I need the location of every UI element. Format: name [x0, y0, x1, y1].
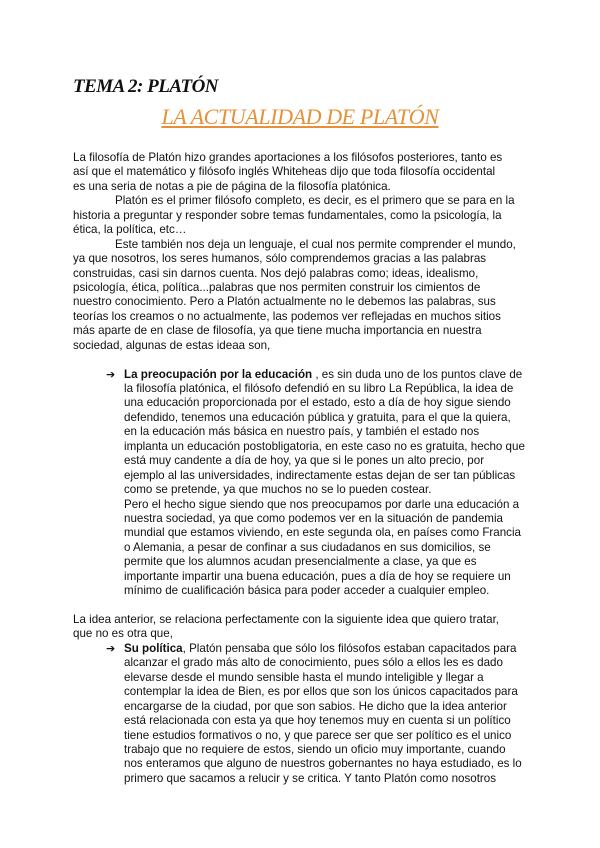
bullet-line: alcanzar el grado más alto de conocimiento, pues sólo a ellos les es dado: [124, 656, 503, 670]
bullet-line: tiene estudios formativos o no, y que parece ser que ser político es el unico: [124, 728, 512, 742]
arrow-right-icon: ➔: [106, 367, 116, 381]
bullet-line: una educación proporcionada por el estado, esto a día de hoy sigue siendo: [124, 396, 511, 410]
bullet-education: [106, 368, 528, 599]
bullet-line: Pero el hecho sigue siendo que nos preocupamos por darle una educación a: [124, 497, 520, 511]
bullet-first-line: [106, 368, 528, 382]
bullet-line: está muy candente a día de hoy, ya que si le pones un alto precio, por: [124, 454, 485, 468]
document-body: [73, 151, 528, 786]
intro-line: psicología, ética, política...palabras que nos permiten construir los cimientos de: [73, 280, 481, 294]
paragraph-gap: [73, 353, 528, 367]
bullet-line: trabajo que no requiere de estos, siendo un oficio muy importante, cuando: [124, 742, 506, 756]
intro-line: Este también nos deja un lenguaje, el cual nos permite comprender el mundo,: [115, 237, 516, 251]
bullet-line: permite que los alumnos acudan presencialmente a clase, ya que es: [124, 555, 477, 569]
bullet-line: como se pretende, ya que muchos no se lo pueden costear.: [124, 483, 432, 497]
bullet-line: mínimo de cualificación básica para poder acceder a cualquier empleo.: [124, 584, 490, 598]
bullet-line: encargarse de la ciudad, por que son sabios. He dicho que la idea anterior: [124, 699, 507, 713]
intro-line: nuestro conocimiento. Pero a Platón actualmente no le debemos las palabras, sus: [73, 295, 496, 309]
bullet-politics: [106, 642, 528, 786]
bullet-line: implanta un educación postobligatoria, en este caso no es gratuita, hecho que: [124, 439, 525, 453]
bullet-line: mundial que estamos viviendo, en este segunda ola, en países como Francia: [124, 526, 522, 540]
bullet-heading: Su política: [124, 641, 183, 655]
intro-line: historia a preguntar y responder sobre temas fundamentales, como la psicología, la: [73, 208, 502, 222]
bullet-line: defendido, tenemos una educación pública y gratuita, para el que la quiera,: [124, 410, 511, 424]
intro-line: así que el matemático y filósofo inglés Whiteheas dijo que toda filosofía occidental: [73, 165, 496, 179]
bullet-text: , Platón pensaba que sólo los filósofos estaban capacitados para: [182, 641, 517, 655]
bullet-first-line: [106, 642, 528, 656]
transition-line: La idea anterior, se relaciona perfectamente con la siguiente idea que quiero tratar,: [73, 613, 500, 626]
intro-line: más aparte de en clase de filosofía, ya que tiene mucha importancia en nuestra: [73, 324, 482, 338]
transition-line: que no es otra que,: [73, 627, 173, 641]
bullet-line: está relacionada con esta ya que hoy tenemos muy en cuenta si un político: [124, 714, 511, 728]
intro-line: es una seria de notas a pie de página de la filosofía platónica.: [73, 179, 391, 193]
bullet-line: ejemplo al las universidades, indirectamente estas dejan de ser tan públicas: [124, 468, 516, 482]
bullet-line: importante impartir una buena educación, pues a día de hoy se requiere un: [124, 569, 511, 583]
bullet-line: primero que sacamos a relucir y se critica. Y tanto Platón como nosotros: [124, 771, 497, 785]
intro-line: ya que nosotros, los seres humanos, sólo comprendemos gracias a las palabras: [73, 252, 487, 266]
intro-line: La filosofía de Platón hizo grandes aportaciones a los filósofos posteriores, tanto es: [73, 151, 503, 164]
bullet-line: contemplar la idea de Bien, es por ellos que son los únicos capacitados para: [124, 685, 518, 699]
paragraph-gap: [73, 599, 528, 613]
bullet-heading: La preocupación por la educación: [124, 367, 313, 381]
bullet-line: elevarse desde el mundo sensible hasta el mundo inteligible y llegar a: [124, 670, 484, 684]
document-title: LA ACTUALIDAD DE PLATÓN: [161, 104, 439, 129]
bullet-line: nos enteramos que alguno de nuestros gobernantes no haya estudiado, es lo: [124, 757, 522, 771]
bullet-line: la filosofía platónica, el filósofo defendió en su libro La República, la idea de: [124, 382, 514, 395]
bullet-line: en la educación más básica en nuestro país, y también el estado nos: [124, 425, 480, 439]
bullet-line: o Alemania, a pesar de confinar a sus ciudadanos en sus domicilios, se: [124, 540, 491, 554]
bullet-text: , es sin duda uno de los puntos clave de: [312, 367, 523, 381]
intro-line: ética, la política, etc…: [73, 223, 187, 237]
bullet-line: nuestra sociedad, ya que como podemos ver en la situación de pandemia: [124, 511, 503, 525]
intro-line: Platón es el primer filósofo completo, es decir, es el primero que se para en la: [115, 194, 515, 208]
intro-line: sociedad, algunas de estas ideaa son,: [73, 338, 271, 352]
intro-line: construidas, casi sin darnos cuenta. Nos dejó palabras como; ideas, idealismo,: [73, 266, 479, 280]
arrow-right-icon: ➔: [106, 641, 116, 655]
section-heading: TEMA 2: PLATÓN: [73, 76, 219, 97]
intro-line: teorías los creamos o no actualmente, las podemos ver reflejadas en muchos sitios: [73, 309, 501, 323]
